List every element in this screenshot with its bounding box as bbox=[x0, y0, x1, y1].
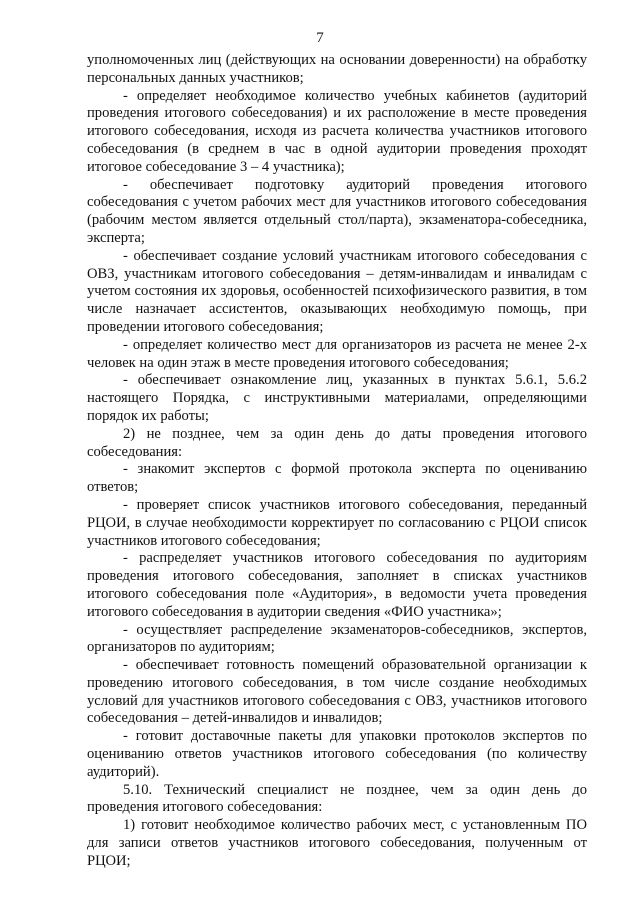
paragraph: - распределяет участников итогового собеседования по аудиториям проведения итогового собеседования, заполняет в списках участников итогового собеседования поле «Аудитория», в ведомости учета проведения итогового собеседования в аудитории сведения «ФИО участника»; bbox=[87, 550, 587, 620]
paragraph: - обеспечивает готовность помещений образовательной организации к проведению итогового собеседования, в том числе создание необходимых условий для участников итогового собеседования с ОВЗ, участников итогового собеседования – детей-инвалидов и инвалидов; bbox=[87, 657, 587, 727]
page-number: 7 bbox=[316, 30, 324, 46]
paragraph: уполномоченных лиц (действующих на основании доверенности) на обработку персональных данных участников; bbox=[87, 52, 587, 86]
paragraph: - готовит доставочные пакеты для упаковки протоколов экспертов по оцениванию ответов участников итогового собеседования (по количеству аудиторий). bbox=[87, 728, 587, 780]
paragraph: - обеспечивает создание условий участникам итогового собеседования с ОВЗ, участникам итогового собеседования – детям-инвалидам и инвалидам с учетом состояния их здоровья, особенностей психофизического развития, в том числе назначает ассистентов, оказывающих необходимую помощь, при проведении итогового собеседования; bbox=[87, 247, 587, 335]
paragraph: - обеспечивает подготовку аудиторий проведения итогового собеседования с учетом рабочих мест для участников итогового собеседования (рабочим местом является отдельный стол/парта), экзаменатора-собеседника, эксперта; bbox=[87, 176, 587, 246]
paragraph: 5.10. Технический специалист не позднее, чем за один день до проведения итогового собеседования: bbox=[87, 781, 587, 816]
document-body bbox=[87, 52, 587, 871]
paragraph: - проверяет список участников итогового собеседования, переданный РЦОИ, в случае необходимости корректирует по согласованию с РЦОИ список участников итогового собеседования; bbox=[87, 496, 587, 549]
paragraph: - осуществляет распределение экзаменаторов-собеседников, экспертов, организаторов по аудиториям; bbox=[87, 621, 587, 656]
paragraph: 2) не позднее, чем за один день до даты проведения итогового собеседования: bbox=[87, 425, 587, 460]
paragraph: - определяет необходимое количество учебных кабинетов (аудиторий проведения итогового собеседования) и их расположение в месте проведения итогового собеседования, исходя из расчета количества участников итогового собеседования (в среднем в час в одной аудитории проведения проходят итоговое собеседование 3 – 4 участника); bbox=[87, 87, 587, 175]
paragraph: - определяет количество мест для организаторов из расчета не менее 2-х человек на один этаж в месте проведения итогового собеседования; bbox=[87, 336, 587, 371]
paragraph: - обеспечивает ознакомление лиц, указанных в пунктах 5.6.1, 5.6.2 настоящего Порядка, с инструктивными материалами, определяющими порядок их работы; bbox=[87, 372, 587, 424]
paragraph: 1) готовит необходимое количество рабочих мест, с установленным ПО для записи ответов участников итогового собеседования, полученным от РЦОИ; bbox=[87, 817, 587, 869]
paragraph: - знакомит экспертов с формой протокола эксперта по оцениванию ответов; bbox=[87, 461, 587, 496]
